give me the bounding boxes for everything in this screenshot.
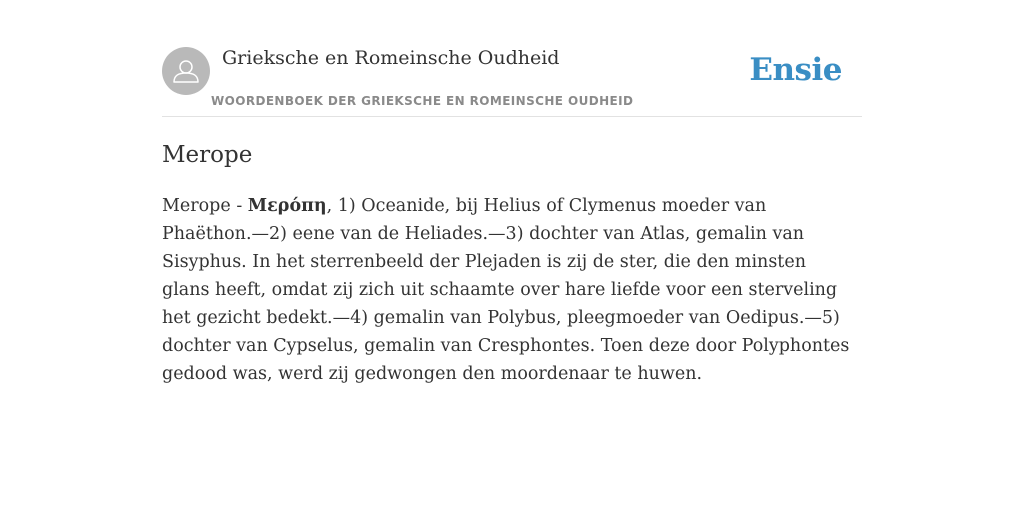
dictionary-title-link[interactable]: Grieksche en Romeinsche Oudheid <box>222 47 560 69</box>
entry-definition <box>162 192 854 388</box>
definition-separator: - <box>230 196 248 216</box>
ensie-logo[interactable]: Ensie <box>749 52 842 88</box>
definition-term: Merope <box>162 196 231 216</box>
user-avatar-icon[interactable] <box>162 47 210 95</box>
definition-body: , 1) Oceanide, bij Helius of Clymenus moeder van Phaëthon.—2) eene van de Heliades.—3) dochter van Atlas, gemalin van Sisyphus. In het sterrenbeeld der Plejaden is zij de ster, die den minsten glans heeft, omdat zij zich uit schaamte over hare liefde voor een sterveling het gezicht bedekt.—4) gemalin van Polybus, pleegmoeder van Oedipus.—5) dochter van Cypselus, gemalin van Cresphontes. Toen deze door Polyphontes gedood was, werd zij gedwongen den moordenaar te huwen. <box>162 196 850 384</box>
dictionary-subtitle: WOORDENBOEK DER GRIEKSCHE EN ROMEINSCHE OUDHEID <box>211 94 634 108</box>
dictionary-header <box>162 46 862 117</box>
greek-term: Μερόπη <box>247 196 327 216</box>
entry-headword: Merope <box>162 142 253 168</box>
